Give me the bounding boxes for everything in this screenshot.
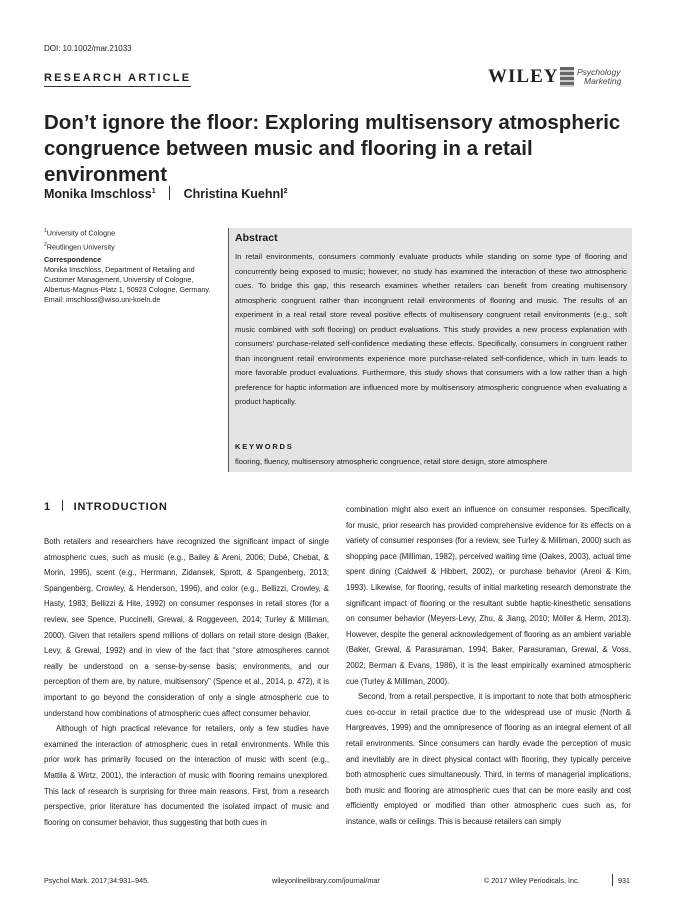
keywords-label: KEYWORDS <box>235 442 294 451</box>
footer-citation: Psychol Mark. 2017;34:931–945. <box>44 876 150 885</box>
paragraph: Both retailers and researchers have recognized the significant impact of single atmospheric cues, such as music (e.g., Bailey & Areni, 2006; Dubé, Chebat, & Morin, 1995), scent (e.g., Herrmann, Zidansek, Sprott, & Spangenberg, 2013; Spangenberg, Crowley, & Henderson, 1996), and color (e.g., Bellizzi, Crowley, & Hasty, 1983; Bellizzi & Hite, 1992) on consumer responses in retail stores (for a review, see Spence, Puccinelli, Grewal, & Roggeveen, 2014; Turley & Milliman, 2000). Given that retailers spend millions of dollars on retail store design (Baker, Levy, & Grewal, 1992) and in view of the fact that “store atmospheres cannot really be understood on a sense-by-sense basis; environments, and our perception of them are, by nature, multisensory” (Spence et al., 2014, p. 472), it is important to go beyond the consideration of only a single atmospheric cue to understand how combinations of atmospheric cues affect consumer behavior. <box>44 537 329 718</box>
section-separator <box>62 500 63 511</box>
abstract-heading: Abstract <box>235 232 278 244</box>
doi: DOI: 10.1002/mar.21033 <box>44 44 132 53</box>
body-column-left <box>44 534 329 830</box>
paragraph: combination might also exert an influence on consumer responses. Specifically, for music, prior research has provided comprehensive evidence for its effects on a variety of consumer responses (for a review, see Turley & Milliman, 2000) such as shopping pace (Milliman, 1982), perceived waiting time (Oakes, 2003), actual time spent dining (Caldwell & Hibbert, 2002), or purchase behavior (Areni & Kim, 1993). Likewise, for flooring, results of initial marketing research demonstrate the significant impact of flooring or the resultant subtle haptic-kinesthetic sensations on consumer behavior (Meyers-Levy, Zhu, & Jiang, 2010; Möller & Herm, 2013). However, despite the general acknowledgement of flooring as an ambient variable (Baker, Grewal, & Parasuraman, 1994; Baker, Parasuraman, Grewal, & Voss, 2002; Berman & Evans, 1986), it is the least empirically examined atmospheric cue (Turley & Milliman, 2000). <box>346 505 631 686</box>
author-name: Monika Imschloss <box>44 187 152 201</box>
correspondence-address: Monika Imschloss, Department of Retailing and Customer Management, University of Cologne, Albertus-Magnus-Platz 1, 50923 Cologne, Germany. <box>44 264 211 294</box>
section-title: INTRODUCTION <box>73 501 168 513</box>
affiliation: $^2$Reutlingen University <box>44 242 115 252</box>
footer-url[interactable]: wileyonlinelibrary.com/journal/mar <box>272 876 380 885</box>
correspondence-label: Correspondence <box>44 254 102 264</box>
author-list <box>44 186 287 201</box>
keywords-list: flooring, fluency, multisensory atmospheric congruence, retail store design, store atmosphere <box>235 457 548 466</box>
affiliations <box>44 226 216 305</box>
footer-separator <box>612 874 613 886</box>
author-affiliation-marker: 1 <box>151 187 156 195</box>
affiliation: $^1$University of Cologne <box>44 228 116 238</box>
article-type: RESEARCH ARTICLE <box>44 72 191 87</box>
body-column-right <box>346 502 631 829</box>
section-heading <box>44 500 168 513</box>
page-number: 931 <box>618 876 630 885</box>
correspondence-email[interactable]: Email: imschloss@wiso.uni-koeln.de <box>44 294 161 304</box>
section-number: 1 <box>44 501 51 513</box>
journal-logo-line1: Psychology <box>577 67 621 77</box>
journal-logo <box>560 67 640 87</box>
article-title: Don’t ignore the floor: Exploring multisensory atmospheric congruence between music and flooring in a retail environment <box>44 111 621 186</box>
author-separator <box>169 186 170 200</box>
footer-copyright: © 2017 Wiley Periodicals, Inc. <box>484 876 580 885</box>
journal-logo-icon <box>560 67 574 87</box>
paragraph: Although of high practical relevance for retailers, only a few studies have examined the interaction of atmospheric cues in retail environments. While this prior work has primarily focused on the interaction of music with scent (e.g., Mattila & Wirtz, 2001), the interaction of music with flooring remains unexplored. This lack of research is surprising for three main reasons. First, from a research perspective, prior literature has documented the isolated impact of music and flooring on consumer behavior, thus suggesting that both cues in <box>44 724 329 827</box>
author-name: Christina Kuehnl <box>183 187 284 201</box>
abstract-box <box>228 228 632 472</box>
journal-logo-line2: Marketing <box>584 76 622 86</box>
abstract-text: In retail environments, consumers commonly evaluate products while standing on some type of flooring and concurrently being exposed to music; however, no study has examined the interaction of these two atmospheric cues. To bridge this gap, this research examines whether retailers can benefit from creating multisensory atmospheric congruent rather than incongruent retail environments of flooring and music. The results of an experiment in a real retail store reveal positive effects of multisensory congruent retail environments (e.g., soft music combined with soft flooring) on product evaluations. This study provides a new process explanation with consumers’ purchase-related self-confidence mediating these effects. Specifically, consumers in congruent rather than incongruent retail environments experience more purchase-related self-confidence, which in turn leads to more favorable product evaluations. Furthermore, this study shows that consumers with a low rather than a high preference for haptic information are influenced more by multisensory atmospheric congruence when evaluating a product haptically. <box>235 252 627 407</box>
author-affiliation-marker: 2 <box>283 187 288 195</box>
publisher-logo: WILEY <box>488 66 559 87</box>
paragraph: Second, from a retail perspective, it is important to note that both atmospheric cues co-occur in retail practice due to the widespread use of music (North & Hargreaves, 1999) and the omnipresence of flooring as an integral element of all retail environments. Since consumers can hardly evade the perception of music and inevitably are in direct physical contact with flooring, they typically perceive both atmospheric cues simultaneously. Third, in terms of managerial implications, both music and flooring are atmospheric cues that can be more easily and cost efficiently employed or modified than other atmospheric cues such as, for instance, walls or ceilings. This is because retailers can simply <box>346 692 631 826</box>
